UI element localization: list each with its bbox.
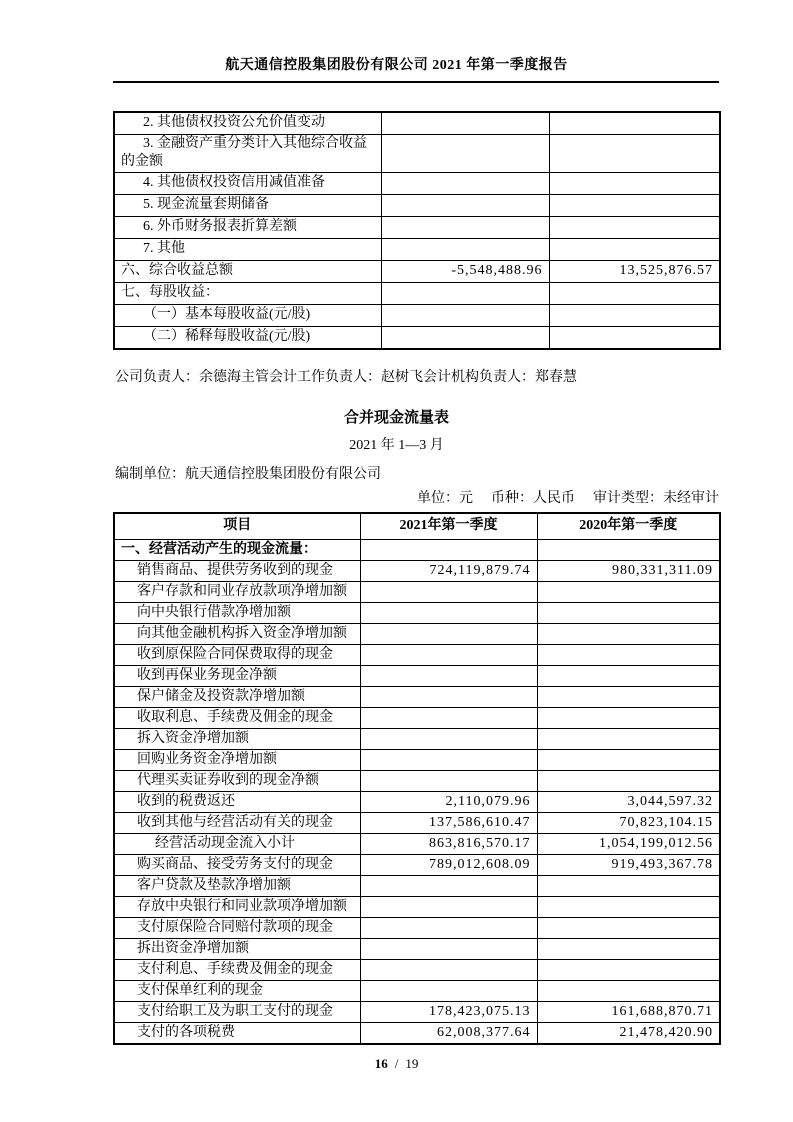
table-row <box>114 770 720 791</box>
table-row <box>114 304 720 326</box>
row-label: 5. 现金流量套期储备 <box>114 194 381 216</box>
value-2021: 137,586,610.47 <box>360 812 537 833</box>
table-row <box>114 875 720 896</box>
value-2021 <box>360 707 537 728</box>
row-label: 收到其他与经营活动有关的现金 <box>114 812 360 833</box>
row-label: 支付原保险合同赔付款项的现金 <box>114 917 360 938</box>
value-2020: 21,478,420.90 <box>537 1022 720 1044</box>
value-2021 <box>381 112 549 135</box>
value-2021 <box>360 602 537 623</box>
row-label: （一）基本每股收益(元/股) <box>114 304 381 326</box>
value-2021 <box>381 194 549 216</box>
value-2020 <box>537 728 720 749</box>
row-label: 客户存款和同业存放款项净增加额 <box>114 581 360 602</box>
audit-type-label: 审计类型：未经审计 <box>593 490 719 506</box>
value-2020: 3,044,597.32 <box>537 791 720 812</box>
value-2020 <box>537 581 720 602</box>
value-2021 <box>360 896 537 917</box>
page-footer <box>0 1056 793 1072</box>
value-2020 <box>537 980 720 1001</box>
value-2020 <box>537 644 720 665</box>
value-2020 <box>537 875 720 896</box>
value-2020 <box>537 665 720 686</box>
page-number-separator: / <box>394 1055 399 1071</box>
row-label: 保户储金及投资款净增加额 <box>114 686 360 707</box>
value-2021 <box>360 686 537 707</box>
row-label: 代理买卖证券收到的现金净额 <box>114 770 360 791</box>
table-row <box>114 260 720 282</box>
value-2020 <box>549 135 720 173</box>
row-label: 收到再保业务现金净额 <box>114 665 360 686</box>
table-row <box>114 1022 720 1044</box>
col-header-2020-q1: 2020年第一季度 <box>537 513 720 540</box>
row-label: 客户贷款及垫款净增加额 <box>114 875 360 896</box>
value-2020 <box>549 238 720 260</box>
value-2020 <box>537 623 720 644</box>
table-row <box>114 1001 720 1022</box>
value-2021 <box>381 304 549 326</box>
col-header-item: 项目 <box>114 513 360 540</box>
row-label: 6. 外币财务报表折算差额 <box>114 216 381 238</box>
value-2020 <box>537 602 720 623</box>
table-row <box>114 194 720 216</box>
value-2021 <box>360 959 537 980</box>
row-label: 拆入资金净增加额 <box>114 728 360 749</box>
value-2020 <box>537 707 720 728</box>
table-row <box>114 749 720 770</box>
table-row <box>114 854 720 875</box>
row-label: 拆出资金净增加额 <box>114 938 360 959</box>
table-row <box>114 216 720 238</box>
row-label: 七、每股收益： <box>114 282 381 304</box>
table-row <box>114 833 720 854</box>
value-2020 <box>549 172 720 194</box>
value-2020 <box>537 917 720 938</box>
value-2021 <box>381 135 549 173</box>
value-2021 <box>360 728 537 749</box>
table-row <box>114 172 720 194</box>
col-header-2021-q1: 2021年第一季度 <box>360 513 537 540</box>
value-2021 <box>381 238 549 260</box>
table-row <box>114 938 720 959</box>
page-header-title: 航天通信控股集团股份有限公司 2021 年第一季度报告 <box>225 58 568 73</box>
value-2021 <box>360 980 537 1001</box>
value-2020 <box>537 539 720 560</box>
value-2021: 178,423,075.13 <box>360 1001 537 1022</box>
row-label: 向中央银行借款净增加额 <box>114 602 360 623</box>
value-2021 <box>360 749 537 770</box>
row-label: （二）稀释每股收益(元/股) <box>114 326 381 349</box>
row-label: 4. 其他债权投资信用减值准备 <box>114 172 381 194</box>
value-2021: 724,119,879.74 <box>360 560 537 581</box>
value-2021 <box>360 938 537 959</box>
value-2021: 62,008,377.64 <box>360 1022 537 1044</box>
value-2020 <box>537 770 720 791</box>
table-row <box>114 917 720 938</box>
unit-info-line <box>113 487 719 507</box>
value-2020: 980,331,311.09 <box>537 560 720 581</box>
comprehensive-income-table <box>113 111 721 350</box>
value-2021 <box>360 623 537 644</box>
row-label: 回购业务资金净增加额 <box>114 749 360 770</box>
table-row <box>114 812 720 833</box>
table-row <box>114 707 720 728</box>
value-2020: 70,823,104.15 <box>537 812 720 833</box>
row-label: 向其他金融机构拆入资金净增加额 <box>114 623 360 644</box>
row-label: 收到的税费返还 <box>114 791 360 812</box>
table-row <box>114 560 720 581</box>
statement-title: 合并现金流量表 <box>343 409 449 426</box>
table-row <box>114 959 720 980</box>
table-row <box>114 282 720 304</box>
value-2021 <box>360 539 537 560</box>
value-2021 <box>360 581 537 602</box>
value-2021 <box>360 644 537 665</box>
value-2020 <box>537 959 720 980</box>
value-2021 <box>381 282 549 304</box>
table-row <box>114 791 720 812</box>
value-2020 <box>549 194 720 216</box>
value-2021: -5,548,488.96 <box>381 260 549 282</box>
value-2021: 863,816,570.17 <box>360 833 537 854</box>
table-row <box>114 728 720 749</box>
value-2021 <box>381 326 549 349</box>
value-2021 <box>360 770 537 791</box>
prepared-by-line: 编制单位：航天通信控股集团股份有限公司 <box>115 466 381 482</box>
responsible-persons-line: 公司负责人：余德海主管会计工作负责人：赵树飞会计机构负责人：郑春慧 <box>115 369 577 385</box>
value-2020 <box>549 304 720 326</box>
row-label: 销售商品、提供劳务收到的现金 <box>114 560 360 581</box>
table-row <box>114 686 720 707</box>
row-label: 支付的各项税费 <box>114 1022 360 1044</box>
value-2020 <box>549 112 720 135</box>
value-2021 <box>360 875 537 896</box>
row-label: 收到原保险合同保费取得的现金 <box>114 644 360 665</box>
unit-label: 单位：元 <box>417 490 473 506</box>
value-2020 <box>537 938 720 959</box>
page-number-total: 19 <box>405 1055 419 1071</box>
value-2021 <box>360 665 537 686</box>
table-row <box>114 623 720 644</box>
table-header-row <box>114 513 720 540</box>
row-label: 7. 其他 <box>114 238 381 260</box>
row-label: 一、经营活动产生的现金流量： <box>114 539 360 560</box>
value-2020: 1,054,199,012.56 <box>537 833 720 854</box>
value-2020 <box>549 326 720 349</box>
row-label: 收取利息、手续费及佣金的现金 <box>114 707 360 728</box>
row-label: 六、综合收益总额 <box>114 260 381 282</box>
value-2020 <box>537 896 720 917</box>
value-2020 <box>549 282 720 304</box>
row-label: 支付利息、手续费及佣金的现金 <box>114 959 360 980</box>
row-label: 购买商品、接受劳务支付的现金 <box>114 854 360 875</box>
value-2020 <box>537 749 720 770</box>
table-row <box>114 112 720 135</box>
row-label: 存放中央银行和同业款项净增加额 <box>114 896 360 917</box>
table-row <box>114 581 720 602</box>
table-row <box>114 665 720 686</box>
page-number-current: 16 <box>374 1055 388 1071</box>
value-2021 <box>381 216 549 238</box>
row-label: 经营活动现金流入小计 <box>114 833 360 854</box>
value-2020 <box>549 216 720 238</box>
table-row <box>114 602 720 623</box>
row-label: 2. 其他债权投资公允价值变动 <box>114 112 381 135</box>
value-2020 <box>537 686 720 707</box>
row-label: 支付给职工及为职工支付的现金 <box>114 1001 360 1022</box>
statement-period: 2021 年 1—3 月 <box>349 437 444 453</box>
value-2020: 161,688,870.71 <box>537 1001 720 1022</box>
header-divider <box>113 81 719 83</box>
table-row <box>114 644 720 665</box>
value-2020: 919,493,367.78 <box>537 854 720 875</box>
value-2021: 789,012,608.09 <box>360 854 537 875</box>
table-row <box>114 238 720 260</box>
value-2020: 13,525,876.57 <box>549 260 720 282</box>
cash-flow-statement-table <box>113 512 721 1045</box>
value-2021 <box>381 172 549 194</box>
table-row <box>114 135 720 173</box>
table-row <box>114 980 720 1001</box>
table-row <box>114 539 720 560</box>
currency-label: 币种：人民币 <box>491 490 575 506</box>
value-2021 <box>360 917 537 938</box>
table-row <box>114 896 720 917</box>
row-label: 3. 金融资产重分类计入其他综合收益的金额 <box>114 135 381 173</box>
value-2021: 2,110,079.96 <box>360 791 537 812</box>
table-row <box>114 326 720 349</box>
row-label: 支付保单红利的现金 <box>114 980 360 1001</box>
